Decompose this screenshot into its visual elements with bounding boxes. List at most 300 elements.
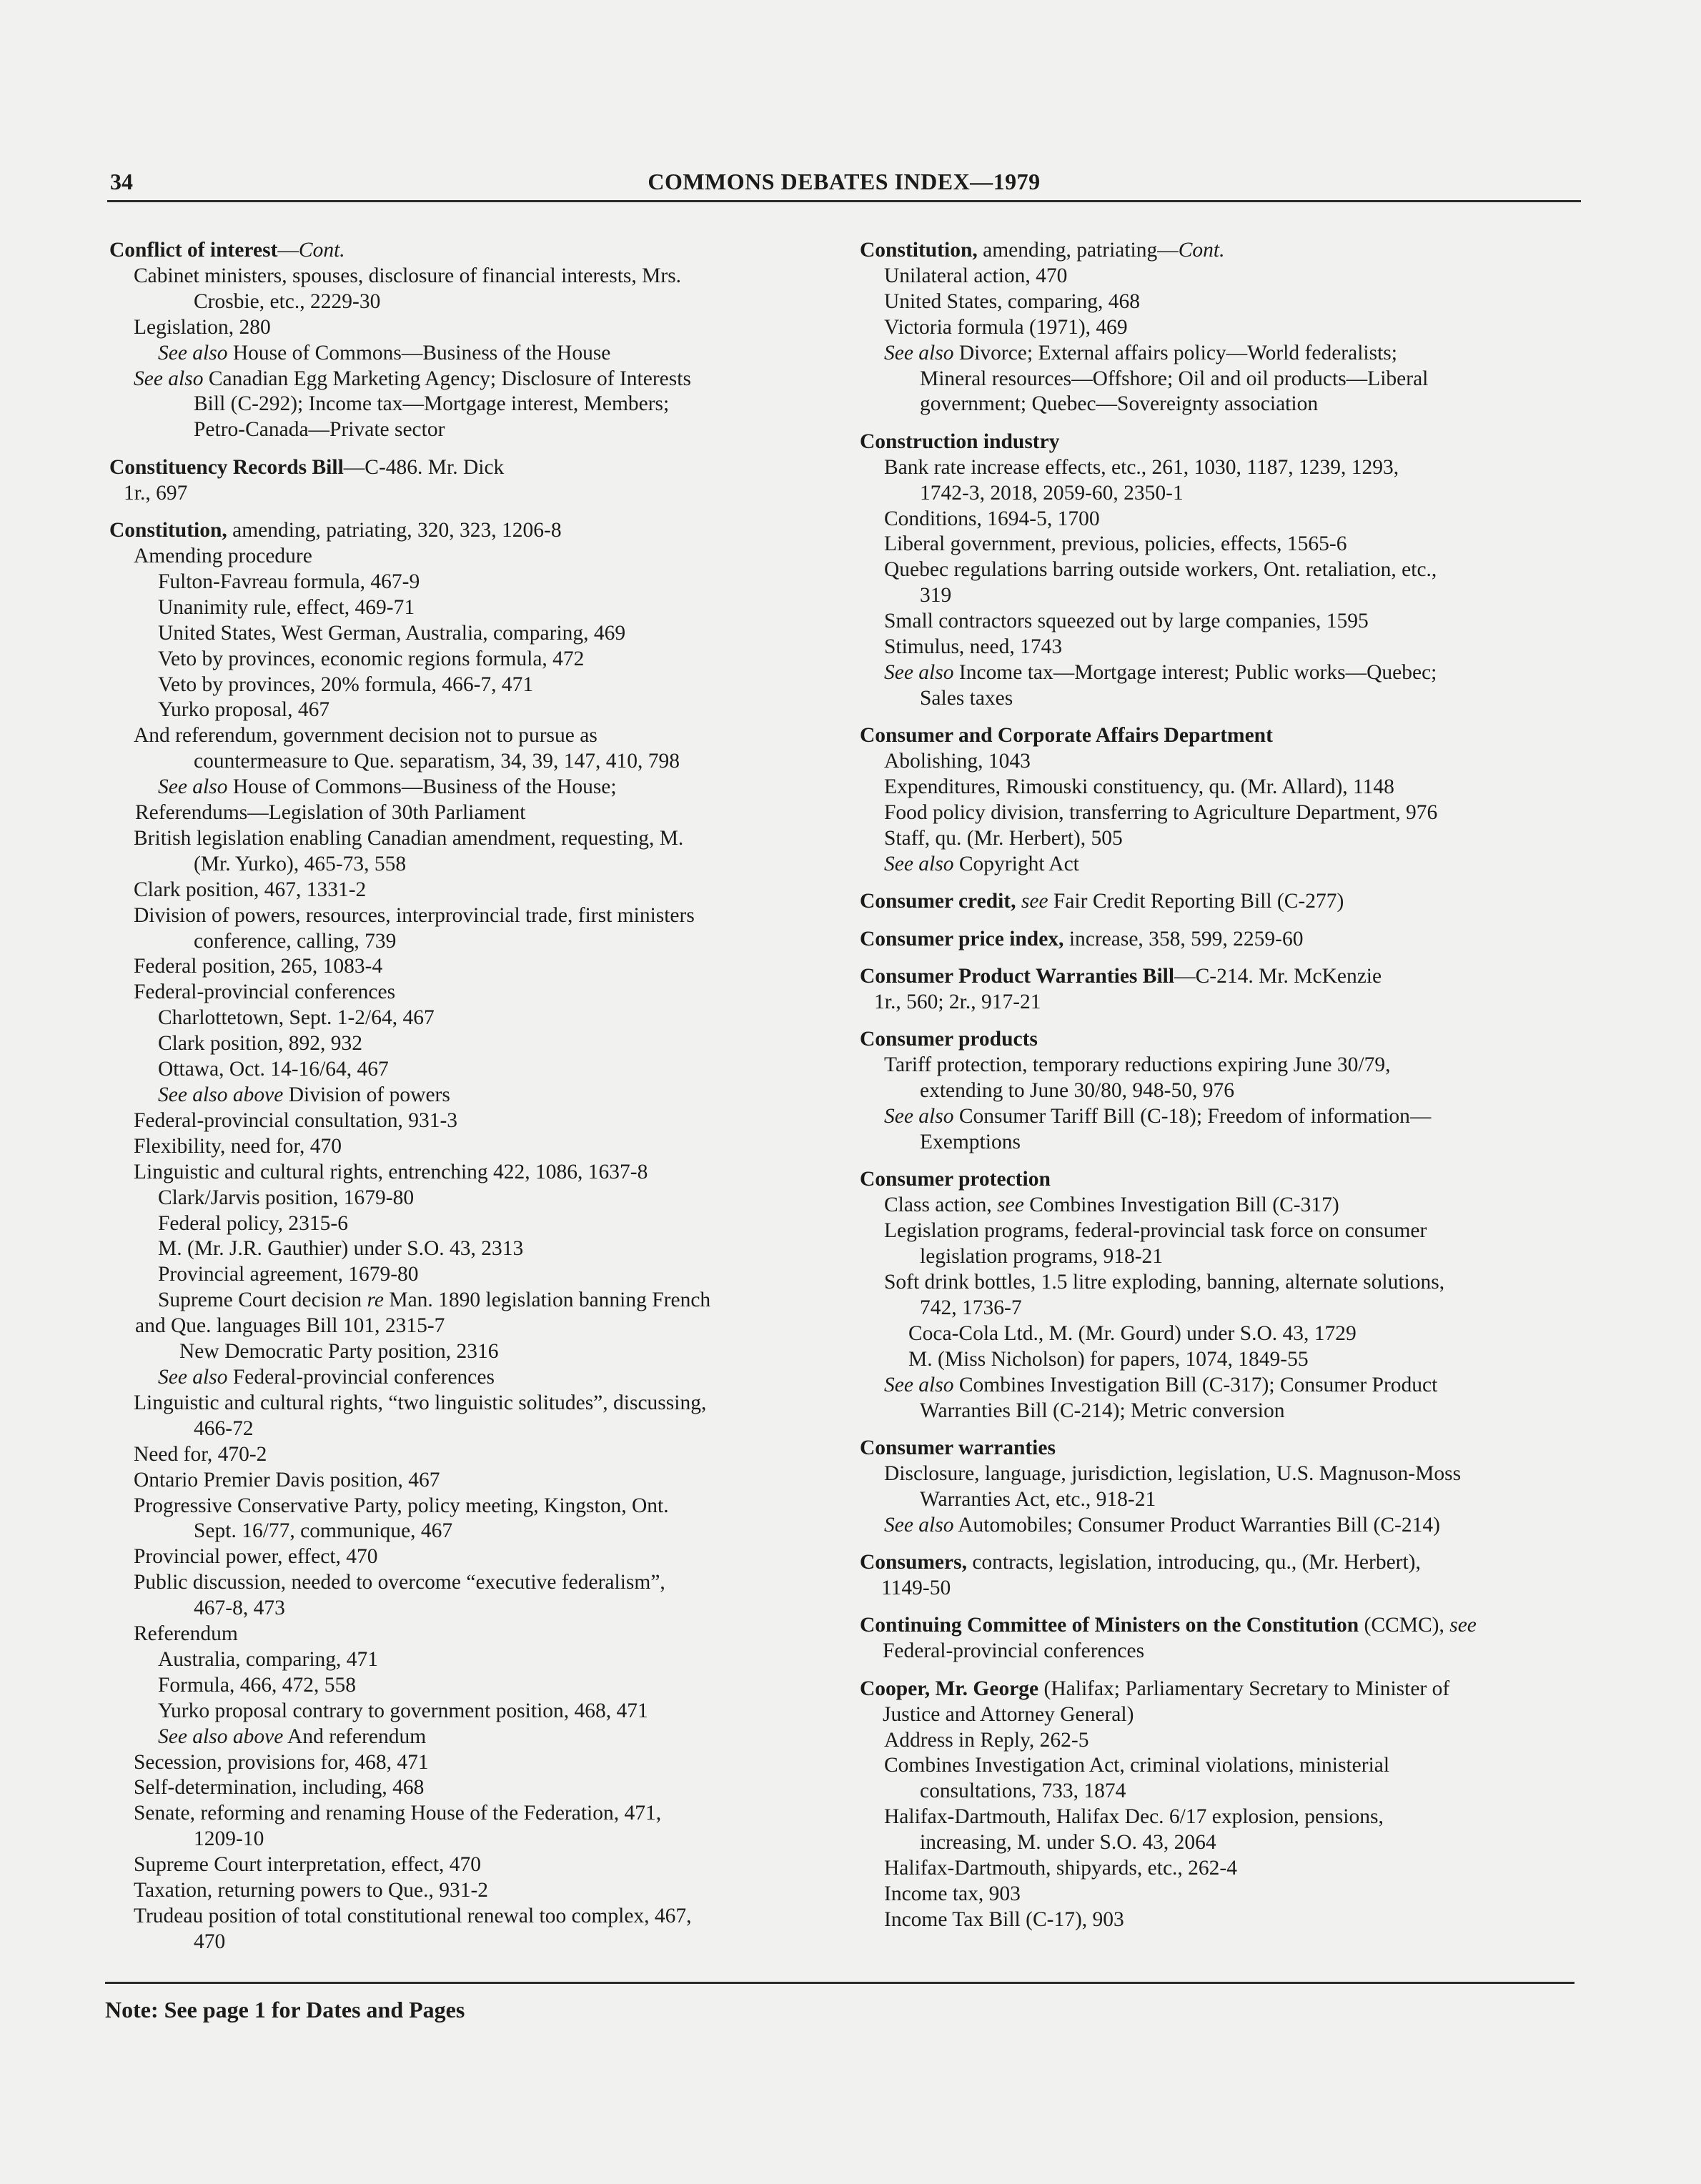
entry-heading: Construction industry [860, 430, 1060, 453]
entry-italic-text: Cont. [298, 239, 345, 262]
entry-italic-text: See also above [158, 1724, 284, 1748]
page-header [107, 166, 1581, 202]
entry-line [860, 635, 1582, 660]
entry-line [109, 1494, 824, 1519]
entry-text: Warranties Act, etc., 918-21 [920, 1487, 1156, 1511]
entry-text: Linguistic and cultural rights, entrenching 422, 1086, 1637-8 [134, 1160, 648, 1183]
entry-line [860, 315, 1582, 341]
entry-text: Petro-Canada—Private sector [194, 418, 445, 442]
entry-text: M. (Miss Nicholson) for papers, 1074, 1849-55 [908, 1347, 1309, 1371]
entry-line [109, 1775, 824, 1801]
entry-italic-text: See also [884, 661, 954, 684]
index-entry [860, 964, 1582, 1016]
entry-text: Provincial agreement, 1679-80 [158, 1263, 419, 1286]
entry-italic-text: See also above [158, 1083, 284, 1106]
entry-text: Ottawa, Oct. 14-16/64, 467 [158, 1058, 389, 1081]
entry-text: 1742-3, 2018, 2059-60, 2350-1 [920, 481, 1184, 505]
entry-text: amending, patriating— [977, 239, 1179, 262]
entry-line [109, 1878, 824, 1904]
entry-heading: Consumer credit, [860, 890, 1016, 913]
index-entry [109, 238, 824, 443]
entry-heading-line [860, 1550, 1582, 1576]
left-column [109, 238, 824, 1967]
entry-line [109, 1673, 824, 1699]
entry-text: Victoria formula (1971), 469 [884, 315, 1128, 339]
index-entry [860, 1677, 1582, 1933]
entry-line [860, 1779, 1582, 1805]
entry-line [860, 1321, 1582, 1347]
entry-line [109, 800, 824, 826]
entry-line [860, 1702, 1582, 1728]
entry-text: conference, calling, 739 [194, 929, 397, 953]
entry-text: Federal policy, 2315-6 [158, 1211, 348, 1235]
entry-text: Fulton-Favreau formula, 467-9 [158, 570, 420, 593]
entry-line [109, 954, 824, 980]
entry-text: Halifax-Dartmouth, Halifax Dec. 6/17 explosion, pensions, [884, 1805, 1384, 1829]
entry-text: extending to June 30/80, 948-50, 976 [920, 1079, 1234, 1103]
entry-line [860, 1639, 1582, 1664]
entry-text: Coca-Cola Ltd., M. (Mr. Gourd) under S.O. 43, 1729 [908, 1321, 1357, 1345]
entry-heading: Consumer warranties [860, 1436, 1056, 1459]
entry-text: Progressive Conservative Party, policy meeting, Kingston, Ont. [134, 1494, 669, 1517]
entry-line [109, 1391, 824, 1416]
entry-line [109, 570, 824, 595]
entry-line [109, 1570, 824, 1596]
entry-text: Bank rate increase effects, etc., 261, 1030, 1187, 1239, 1293, [884, 455, 1399, 479]
entry-text: Liberal government, previous, policies, effects, 1565-6 [884, 532, 1347, 556]
entry-text: Secession, provisions for, 468, 471 [134, 1750, 429, 1774]
entry-text: British legislation enabling Canadian amendment, requesting, M. [134, 826, 684, 850]
entry-line [109, 929, 824, 955]
entry-text: Bill (C-292); Income tax—Mortgage interest, Members; [194, 392, 670, 416]
entry-text: Federal position, 265, 1083-4 [134, 955, 383, 978]
entry-line [109, 1852, 824, 1878]
entry-line [109, 1416, 824, 1442]
entry-line [860, 1373, 1582, 1399]
index-entry [860, 889, 1582, 915]
entry-text: Clark/Jarvis position, 1679-80 [158, 1186, 415, 1209]
entry-text: Automobiles; Consumer Product Warranties Bill (C-214) [953, 1513, 1440, 1537]
entry-text: 1r., 560; 2r., 917-21 [874, 990, 1041, 1013]
entry-line [860, 557, 1582, 583]
entry-text: Veto by provinces, 20% formula, 466-7, 471 [158, 672, 534, 696]
entry-text: Formula, 466, 472, 558 [158, 1673, 356, 1697]
entry-text: 470 [194, 1930, 226, 1953]
right-column [860, 238, 1582, 1945]
entry-heading: Continuing Committee of Ministers on the Constitution [860, 1614, 1359, 1637]
entry-line [109, 1160, 824, 1186]
entry-text: 467-8, 473 [194, 1597, 285, 1620]
entry-text: Self-determination, including, 468 [134, 1776, 425, 1800]
index-entry [860, 1027, 1582, 1156]
entry-text: Exemptions [920, 1131, 1021, 1153]
entry-line [109, 878, 824, 903]
entry-line [860, 455, 1582, 481]
index-entry [860, 238, 1582, 417]
entry-text: Crosbie, etc., 2229-30 [194, 289, 381, 313]
entry-text: Quebec regulations barring outside workers, Ont. retaliation, etc., [884, 558, 1437, 582]
entry-text: government; Quebec—Sovereignty association [920, 392, 1319, 416]
entry-text: —C-214. Mr. McKenzie [1174, 965, 1382, 988]
entry-heading-line [860, 964, 1582, 990]
entry-line [860, 1882, 1582, 1907]
entry-text: 1209-10 [194, 1827, 264, 1851]
entry-line [860, 583, 1582, 609]
entry-line [860, 507, 1582, 532]
entry-text: Income tax—Mortgage interest; Public works—Quebec; [953, 661, 1437, 684]
entry-line [109, 1801, 824, 1827]
page-number: 34 [110, 169, 133, 194]
index-entry [860, 1613, 1582, 1664]
entry-line [860, 1053, 1582, 1078]
entry-line [860, 1753, 1582, 1779]
entry-text: Combines Investigation Bill (C-317) [1023, 1193, 1339, 1217]
entry-text: House of Commons—Business of the House; [227, 775, 617, 799]
index-entry [860, 927, 1582, 953]
entry-line [109, 481, 824, 507]
entry-text: Warranties Bill (C-214); Metric conversion [920, 1399, 1285, 1422]
entry-heading-line [109, 518, 824, 544]
entry-line [860, 609, 1582, 635]
index-entry [109, 455, 824, 507]
entry-line [109, 723, 824, 749]
entry-text: Need for, 470-2 [134, 1442, 267, 1466]
entry-text: Yurko proposal contrary to government position, 468, 471 [158, 1699, 648, 1722]
entry-text: countermeasure to Que. separatism, 34, 39, 147, 410, 798 [194, 750, 680, 773]
entry-text: Copyright Act [953, 852, 1079, 875]
entry-text: Class action, [884, 1193, 998, 1217]
entry-line [860, 1399, 1582, 1424]
entry-heading-line [860, 1436, 1582, 1461]
entry-line [860, 1830, 1582, 1856]
entry-text: Food policy division, transferring to Agriculture Department, 976 [884, 801, 1438, 825]
entry-line [109, 1006, 824, 1031]
entry-text: Australia, comparing, 471 [158, 1647, 379, 1671]
entry-text: consultations, 733, 1874 [920, 1780, 1126, 1803]
entry-line [860, 1513, 1582, 1539]
entry-text: Clark position, 467, 1331-2 [134, 878, 367, 901]
entry-text: Amending procedure [134, 544, 312, 567]
entry-heading: Constitution, [109, 519, 227, 542]
entry-line [109, 1211, 824, 1237]
entry-text: United States, comparing, 468 [884, 289, 1141, 313]
entry-heading-line [860, 927, 1582, 953]
entry-italic-text: See also [884, 1373, 954, 1396]
entry-heading: Consumer products [860, 1028, 1038, 1051]
entry-line [860, 852, 1582, 878]
entry-line [109, 264, 824, 289]
entry-text: Supreme Court interpretation, effect, 470 [134, 1853, 482, 1877]
entry-line [860, 1104, 1582, 1130]
entry-italic-text: see [1449, 1614, 1477, 1637]
entry-text: Federal-provincial conferences [134, 981, 396, 1004]
entry-heading-line [860, 889, 1582, 915]
entry-line [860, 775, 1582, 800]
entry-line [109, 1647, 824, 1673]
entry-text: Divorce; External affairs policy—World federalists; [953, 341, 1397, 364]
entry-text: Disclosure, language, jurisdiction, legislation, U.S. Magnuson-Moss [884, 1461, 1462, 1485]
entry-italic-text: See also [158, 775, 228, 799]
entry-italic-text: See also [134, 367, 204, 390]
entry-line [109, 1750, 824, 1776]
entry-line [109, 1622, 824, 1647]
entry-line [860, 1193, 1582, 1218]
entry-text: Ontario Premier Davis position, 467 [134, 1468, 440, 1491]
entry-italic-text: See also [884, 852, 954, 875]
entry-text: and Que. languages Bill 101, 2315-7 [135, 1314, 445, 1338]
entry-text: Fair Credit Reporting Bill (C-277) [1048, 890, 1344, 913]
entry-line [860, 826, 1582, 852]
entry-text: —C-486. Mr. Dick [343, 455, 505, 479]
entry-heading-line [860, 723, 1582, 749]
entry-line [860, 1487, 1582, 1513]
entry-text: Mineral resources—Offshore; Oil and oil products—Liberal [920, 367, 1429, 390]
entry-text: 466-72 [194, 1416, 254, 1440]
entry-italic-text: See also [158, 341, 228, 364]
entry-text: And referendum [283, 1724, 427, 1748]
entry-line [109, 1262, 824, 1288]
entry-line [860, 1856, 1582, 1882]
entry-italic-text: See also [158, 1365, 228, 1389]
entry-line [109, 903, 824, 929]
entry-line [860, 264, 1582, 289]
entry-heading: Cooper, Mr. George [860, 1677, 1039, 1700]
entry-text: Flexibility, need for, 470 [134, 1134, 342, 1158]
entry-line [109, 698, 824, 723]
entry-line [860, 1461, 1582, 1487]
entry-line [109, 544, 824, 570]
entry-text: increasing, M. under S.O. 43, 2064 [920, 1831, 1216, 1855]
entry-line [860, 481, 1582, 507]
entry-text: Small contractors squeezed out by large companies, 1595 [884, 610, 1369, 633]
entry-line [109, 315, 824, 341]
entry-line [860, 1296, 1582, 1321]
entry-heading: Consumers, [860, 1551, 967, 1574]
entry-line [109, 749, 824, 775]
entry-text: House of Commons—Business of the House [227, 341, 611, 364]
entry-text: United States, West German, Australia, comparing, 469 [158, 621, 626, 645]
entry-text: Abolishing, 1043 [884, 750, 1031, 773]
entry-text: Veto by provinces, economic regions formula, 472 [158, 647, 585, 670]
index-entry [860, 1550, 1582, 1602]
entry-heading: Conflict of interest [109, 239, 278, 262]
entry-text: Taxation, returning powers to Que., 931-2 [134, 1879, 489, 1902]
entry-text: Justice and Attorney General) [883, 1702, 1134, 1726]
entry-text: Charlottetown, Sept. 1-2/64, 467 [158, 1006, 435, 1030]
entry-line [860, 532, 1582, 557]
entry-text: — [277, 239, 299, 262]
entry-line [109, 289, 824, 315]
entry-italic-text: See also [884, 1513, 954, 1537]
entry-text: New Democratic Party position, 2316 [179, 1340, 499, 1364]
entry-heading: Constitution, [860, 239, 978, 262]
entry-text: Federal-provincial consultation, 931-3 [134, 1108, 458, 1132]
entry-text: Combines Investigation Bill (C-317); Consumer Product [953, 1373, 1438, 1396]
entry-text: Trudeau position of total constitutional renewal too complex, 467, [134, 1905, 692, 1927]
entry-line [860, 1347, 1582, 1373]
entry-italic-text: See also [884, 1105, 954, 1128]
entry-line [109, 1930, 824, 1955]
entry-line [860, 341, 1582, 367]
index-entry [109, 518, 824, 1955]
entry-line [109, 775, 824, 800]
entry-line [109, 595, 824, 621]
entry-line [860, 1270, 1582, 1296]
entry-text: (CCMC), [1359, 1614, 1450, 1637]
entry-line [109, 1544, 824, 1570]
entry-text: Consumer Tariff Bill (C-18); Freedom of information— [953, 1105, 1432, 1128]
entry-text: Man. 1890 legislation banning French [383, 1289, 711, 1312]
entry-line [860, 289, 1582, 315]
entry-line [109, 1314, 824, 1339]
entry-line [109, 1134, 824, 1160]
entry-text: Tariff protection, temporary reductions expiring June 30/79, [884, 1053, 1391, 1077]
entry-line [860, 800, 1582, 826]
entry-text: And referendum, government decision not to pursue as [134, 724, 597, 748]
entry-text: contracts, legislation, introducing, qu., (Mr. Herbert), [966, 1551, 1421, 1574]
entry-line [109, 1596, 824, 1622]
entry-line [109, 852, 824, 878]
entry-text: Sales taxes [920, 686, 1013, 710]
entry-line [109, 1083, 824, 1108]
entry-text: Unilateral action, 470 [884, 264, 1068, 287]
entry-line [860, 1576, 1582, 1602]
entry-text: Conditions, 1694-5, 1700 [884, 507, 1100, 530]
entry-heading-line [860, 238, 1582, 264]
entry-line [860, 1728, 1582, 1754]
entry-line [109, 1442, 824, 1468]
entry-text: Expenditures, Rimouski constituency, qu. (Mr. Allard), 1148 [884, 775, 1394, 799]
entry-heading-line [860, 1677, 1582, 1702]
entry-line [860, 686, 1582, 712]
entry-text: M. (Mr. J.R. Gauthier) under S.O. 43, 2313 [158, 1237, 524, 1261]
entry-text: Clark position, 892, 932 [158, 1032, 362, 1056]
entry-text: Legislation programs, federal-provincial task force on consumer [884, 1219, 1427, 1243]
entry-line [860, 1078, 1582, 1104]
entry-line [109, 826, 824, 852]
entry-line [860, 1244, 1582, 1270]
entry-text: Division of powers, resources, interprovincial trade, first ministers [134, 903, 695, 927]
entry-line [860, 1218, 1582, 1244]
entry-line [860, 749, 1582, 775]
entry-heading: Consumer protection [860, 1168, 1051, 1191]
entry-text [1016, 890, 1021, 913]
entry-text: 319 [920, 584, 952, 607]
entry-heading-line [109, 455, 824, 481]
entry-text: Income tax, 903 [884, 1882, 1021, 1905]
entry-italic-text: re [367, 1289, 384, 1312]
entry-text: Halifax-Dartmouth, shipyards, etc., 262-4 [884, 1857, 1237, 1880]
entry-line [860, 367, 1582, 392]
entry-heading-line [860, 1027, 1582, 1053]
entry-text: increase, 358, 599, 2259-60 [1063, 927, 1304, 950]
entry-heading: Consumer and Corporate Affairs Department [860, 724, 1273, 748]
entry-line [109, 1519, 824, 1544]
entry-text: Canadian Egg Marketing Agency; Disclosure of Interests [203, 367, 691, 390]
index-entry [860, 723, 1582, 877]
entry-text: Soft drink bottles, 1.5 litre exploding, banning, alternate solutions, [884, 1271, 1445, 1294]
entry-line [109, 1339, 824, 1365]
entry-line [860, 392, 1582, 417]
entry-text: Referendums—Legislation of 30th Parliament [135, 801, 526, 825]
entry-line [109, 672, 824, 698]
index-entry [860, 1436, 1582, 1539]
index-entry [860, 430, 1582, 712]
entry-line [109, 1468, 824, 1494]
entry-line [860, 1805, 1582, 1830]
entry-line [109, 1827, 824, 1852]
running-title: COMMONS DEBATES INDEX—1979 [648, 169, 1041, 194]
entry-text: Stimulus, need, 1743 [884, 635, 1063, 659]
entry-text: Provincial power, effect, 470 [134, 1545, 378, 1569]
entry-text: Staff, qu. (Mr. Herbert), 505 [884, 826, 1123, 850]
entry-text: Legislation, 280 [134, 315, 271, 339]
entry-line [109, 980, 824, 1006]
entry-text: (Halifax; Parliamentary Secretary to Minister of [1038, 1677, 1450, 1700]
entry-line [109, 1365, 824, 1391]
entry-heading-line [860, 1613, 1582, 1639]
entry-italic-text: See also [884, 341, 954, 364]
entry-text: 1r., 697 [124, 481, 188, 505]
entry-text: Senate, reforming and renaming House of the Federation, 471, [134, 1802, 662, 1825]
entry-line [860, 660, 1582, 686]
entry-italic-text: Cont. [1178, 239, 1225, 262]
entry-line [109, 1031, 824, 1057]
footer-note: Note: See page 1 for Dates and Pages [105, 1997, 465, 2022]
entry-text: Referendum [134, 1622, 238, 1646]
entry-text: Sept. 16/77, communique, 467 [194, 1519, 453, 1543]
entry-text: 742, 1736-7 [920, 1296, 1022, 1319]
entry-line [860, 990, 1582, 1016]
entry-heading: Constituency Records Bill [109, 455, 344, 479]
entry-line [109, 647, 824, 672]
entry-heading-line [860, 430, 1582, 455]
entry-heading-line [860, 1167, 1582, 1193]
entry-text: Federal-provincial conferences [227, 1365, 495, 1389]
entry-line [109, 341, 824, 367]
entry-line [109, 1108, 824, 1134]
entry-text: Public discussion, needed to overcome “executive federalism”, [134, 1571, 665, 1594]
entry-text: Supreme Court decision [158, 1289, 367, 1312]
entry-text: Combines Investigation Act, criminal violations, ministerial [884, 1754, 1390, 1777]
entry-italic-text: see [1021, 890, 1048, 913]
entry-line [109, 1904, 824, 1930]
entry-heading-line [109, 238, 824, 264]
entry-line [860, 1130, 1582, 1156]
entry-line [109, 367, 824, 392]
entry-text: Linguistic and cultural rights, “two linguistic solitudes”, discussing, [134, 1391, 707, 1414]
entry-line [109, 1699, 824, 1724]
entry-line [109, 417, 824, 443]
entry-line [109, 1724, 824, 1750]
footer-rule [105, 1982, 1574, 1984]
entry-text: Address in Reply, 262-5 [884, 1728, 1089, 1752]
entry-italic-text: see [997, 1193, 1024, 1217]
entry-text: Cabinet ministers, spouses, disclosure of financial interests, Mrs. [134, 264, 682, 287]
entry-text: Federal-provincial conferences [883, 1639, 1145, 1663]
entry-text: Division of powers [283, 1083, 450, 1106]
entry-text: amending, patriating, 320, 323, 1206-8 [227, 519, 562, 542]
entry-heading: Consumer Product Warranties Bill [860, 965, 1175, 988]
entry-line [109, 621, 824, 647]
entry-heading: Consumer price index, [860, 927, 1064, 950]
entry-line [109, 1186, 824, 1211]
entry-line [109, 1236, 824, 1262]
entry-text: (Mr. Yurko), 465-73, 558 [194, 852, 407, 875]
entry-text: Yurko proposal, 467 [158, 698, 330, 722]
entry-line [860, 1907, 1582, 1933]
entry-line [109, 392, 824, 417]
